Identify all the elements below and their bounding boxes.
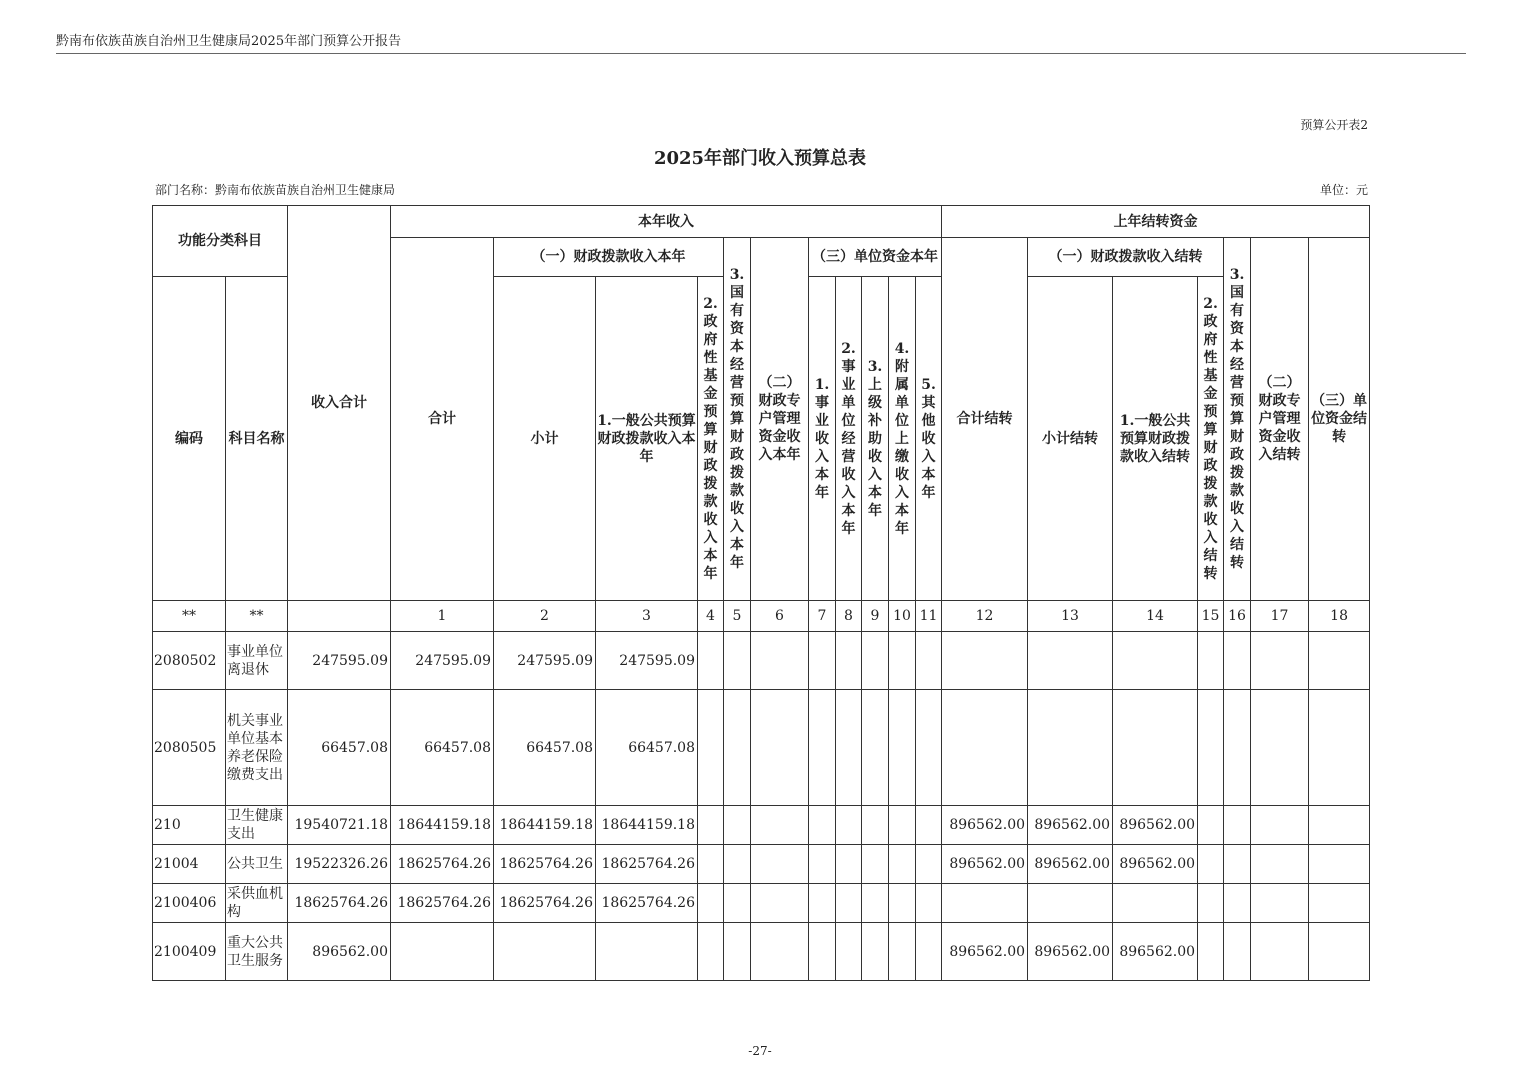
form-number: 预算公开表2 (1300, 118, 1368, 132)
row-operating-income (836, 884, 862, 923)
unit-label: 单位：元 (1319, 183, 1368, 197)
row-superior-subsidy (862, 845, 889, 884)
row-carry-general (1113, 690, 1198, 806)
row-special-acct (751, 632, 809, 690)
prev-carryover-header: 上年结转资金 (942, 206, 1370, 238)
carry-gov-fund-header: 2.政府性基金预算财政拨款收入结转 (1198, 277, 1224, 601)
row-other-income (916, 884, 942, 923)
row-carry-sum (942, 884, 1028, 923)
row-carry-special (1251, 923, 1309, 981)
row-operating-income (836, 806, 862, 845)
row-carry-general (1113, 884, 1198, 923)
row-carry-subtotal: 896562.00 (1028, 845, 1113, 884)
row-code: 2080502 (153, 632, 226, 690)
index-cell: 10 (889, 601, 916, 632)
row-subject-name: 重大公共卫生服务 (226, 923, 288, 981)
row-subject-name: 机关事业单位基本养老保险缴费支出 (226, 690, 288, 806)
row-total-income: 18625764.26 (288, 884, 391, 923)
table-row (153, 632, 1370, 690)
row-other-income (916, 923, 942, 981)
header-rule (56, 53, 1466, 54)
index-cell: 4 (698, 601, 724, 632)
business-income-header: 1.事业收入本年 (809, 277, 836, 601)
row-carry-sum: 896562.00 (942, 923, 1028, 981)
index-cell: 16 (1224, 601, 1251, 632)
row-total-income: 19522326.26 (288, 845, 391, 884)
data-rows (153, 632, 1370, 981)
row-business-income (809, 632, 836, 690)
row-carry-unit (1309, 632, 1370, 690)
row-carry-general: 896562.00 (1113, 923, 1198, 981)
row-other-income (916, 806, 942, 845)
row-state-capital (724, 806, 751, 845)
row-operating-income (836, 845, 862, 884)
row-carry-subtotal (1028, 884, 1113, 923)
index-cell: ** (153, 601, 226, 632)
row-gov-fund (698, 632, 724, 690)
index-cell: ** (226, 601, 288, 632)
row-code: 2100406 (153, 884, 226, 923)
row-carry-unit (1309, 690, 1370, 806)
row-operating-income (836, 632, 862, 690)
row-fiscal-subtotal (494, 923, 596, 981)
index-cell: 14 (1113, 601, 1198, 632)
row-gov-fund (698, 923, 724, 981)
state-capital-header: 3.国有资本经营预算财政拨款收入本年 (724, 238, 751, 601)
row-business-income (809, 845, 836, 884)
row-affiliated-payment (889, 923, 916, 981)
index-cell: 6 (751, 601, 809, 632)
row-state-capital (724, 632, 751, 690)
subtotal-header: 小计 (494, 277, 596, 601)
row-carry-subtotal: 896562.00 (1028, 806, 1113, 845)
row-carry-gov-fund (1198, 884, 1224, 923)
row-fiscal-subtotal: 18625764.26 (494, 845, 596, 884)
index-cell: 7 (809, 601, 836, 632)
code-header: 编码 (153, 277, 226, 601)
index-cell: 8 (836, 601, 862, 632)
row-fiscal-subtotal: 18625764.26 (494, 884, 596, 923)
row-special-acct (751, 923, 809, 981)
row-carry-gov-fund (1198, 632, 1224, 690)
row-total-income: 66457.08 (288, 690, 391, 806)
subject-name-header: 科目名称 (226, 277, 288, 601)
row-business-income (809, 806, 836, 845)
row-current-sum: 66457.08 (391, 690, 494, 806)
special-acct-header: （二）财政专户管理资金收入本年 (751, 238, 809, 601)
row-special-acct (751, 806, 809, 845)
row-carry-general: 896562.00 (1113, 845, 1198, 884)
row-carry-sum: 896562.00 (942, 845, 1028, 884)
row-carry-general: 896562.00 (1113, 806, 1198, 845)
carry-unit-header: （三）单位资金结转 (1309, 238, 1370, 601)
row-carry-gov-fund (1198, 806, 1224, 845)
row-general-budget: 66457.08 (596, 690, 698, 806)
row-carry-sum (942, 690, 1028, 806)
row-superior-subsidy (862, 690, 889, 806)
carry-fiscal-header: （一）财政拨款收入结转 (1028, 238, 1224, 277)
row-general-budget: 18644159.18 (596, 806, 698, 845)
table-title: 2025年部门收入预算总表 (653, 148, 867, 169)
row-general-budget (596, 923, 698, 981)
carry-special-header: （二）财政专户管理资金收入结转 (1251, 238, 1309, 601)
row-total-income: 896562.00 (288, 923, 391, 981)
row-carry-special (1251, 845, 1309, 884)
row-current-sum: 247595.09 (391, 632, 494, 690)
index-cell (288, 601, 391, 632)
index-cell: 2 (494, 601, 596, 632)
row-other-income (916, 632, 942, 690)
affiliated-payment-header: 4.附属单位上缴收入本年 (889, 277, 916, 601)
row-carry-special (1251, 806, 1309, 845)
row-carry-sum: 896562.00 (942, 806, 1028, 845)
row-other-income (916, 845, 942, 884)
row-affiliated-payment (889, 632, 916, 690)
index-cell: 12 (942, 601, 1028, 632)
row-fiscal-subtotal: 247595.09 (494, 632, 596, 690)
row-carry-state-capital (1224, 884, 1251, 923)
row-carry-special (1251, 632, 1309, 690)
index-cell: 11 (916, 601, 942, 632)
row-carry-subtotal (1028, 632, 1113, 690)
row-carry-general (1113, 632, 1198, 690)
index-cell: 15 (1198, 601, 1224, 632)
row-superior-subsidy (862, 806, 889, 845)
index-cell: 17 (1251, 601, 1309, 632)
row-gov-fund (698, 690, 724, 806)
row-affiliated-payment (889, 884, 916, 923)
row-state-capital (724, 923, 751, 981)
index-cell: 9 (862, 601, 889, 632)
row-other-income (916, 690, 942, 806)
row-code: 210 (153, 806, 226, 845)
row-business-income (809, 690, 836, 806)
row-special-acct (751, 690, 809, 806)
row-subject-name: 公共卫生 (226, 845, 288, 884)
row-total-income: 19540721.18 (288, 806, 391, 845)
row-code: 21004 (153, 845, 226, 884)
table-row (153, 845, 1370, 884)
carry-general-header: 1.一般公共预算财政拨款收入结转 (1113, 277, 1198, 601)
row-fiscal-subtotal: 18644159.18 (494, 806, 596, 845)
table-row (153, 690, 1370, 806)
row-carry-gov-fund (1198, 923, 1224, 981)
row-affiliated-payment (889, 845, 916, 884)
row-carry-unit (1309, 884, 1370, 923)
table-row (153, 806, 1370, 845)
table-row (153, 884, 1370, 923)
row-operating-income (836, 923, 862, 981)
carry-sum-header: 合计结转 (942, 238, 1028, 601)
index-cell: 1 (391, 601, 494, 632)
row-carry-state-capital (1224, 845, 1251, 884)
column-index-row (153, 601, 1370, 632)
current-year-header: 本年收入 (391, 206, 942, 238)
row-carry-unit (1309, 845, 1370, 884)
row-carry-state-capital (1224, 632, 1251, 690)
carry-subtotal-header: 小计结转 (1028, 277, 1113, 601)
row-carry-unit (1309, 806, 1370, 845)
row-carry-gov-fund (1198, 845, 1224, 884)
func-class-header: 功能分类科目 (153, 206, 288, 277)
total-income-header: 收入合计 (288, 206, 391, 601)
row-total-income: 247595.09 (288, 632, 391, 690)
row-gov-fund (698, 845, 724, 884)
row-subject-name: 事业单位离退休 (226, 632, 288, 690)
table-row (153, 923, 1370, 981)
row-carry-subtotal (1028, 690, 1113, 806)
row-superior-subsidy (862, 632, 889, 690)
index-cell: 18 (1309, 601, 1370, 632)
row-state-capital (724, 845, 751, 884)
row-current-sum: 18625764.26 (391, 845, 494, 884)
row-carry-special (1251, 690, 1309, 806)
running-header: 黔南布依族苗族自治州卫生健康局2025年部门预算公开报告 (56, 34, 402, 49)
row-carry-state-capital (1224, 923, 1251, 981)
row-code: 2100409 (153, 923, 226, 981)
operating-income-header: 2.事业单位经营收入本年 (836, 277, 862, 601)
row-carry-sum (942, 632, 1028, 690)
index-cell: 13 (1028, 601, 1113, 632)
index-cell: 5 (724, 601, 751, 632)
row-affiliated-payment (889, 690, 916, 806)
row-superior-subsidy (862, 923, 889, 981)
general-budget-header: 1.一般公共预算财政拨款收入本年 (596, 277, 698, 601)
row-general-budget: 18625764.26 (596, 845, 698, 884)
row-fiscal-subtotal: 66457.08 (494, 690, 596, 806)
row-gov-fund (698, 884, 724, 923)
row-special-acct (751, 884, 809, 923)
row-carry-special (1251, 884, 1309, 923)
row-carry-subtotal: 896562.00 (1028, 923, 1113, 981)
row-carry-state-capital (1224, 690, 1251, 806)
cur-sum-header: 合计 (391, 238, 494, 601)
row-carry-unit (1309, 923, 1370, 981)
row-special-acct (751, 845, 809, 884)
row-state-capital (724, 884, 751, 923)
row-carry-state-capital (1224, 806, 1251, 845)
gov-fund-header: 2.政府性基金预算财政拨款收入本年 (698, 277, 724, 601)
page-number: -27- (748, 1044, 772, 1058)
income-budget-table (152, 205, 1370, 981)
row-gov-fund (698, 806, 724, 845)
row-affiliated-payment (889, 806, 916, 845)
index-cell: 3 (596, 601, 698, 632)
carry-state-capital-header: 3.国有资本经营预算财政拨款收入结转 (1224, 238, 1251, 601)
row-state-capital (724, 690, 751, 806)
row-operating-income (836, 690, 862, 806)
fiscal-alloc-header: （一）财政拨款收入本年 (494, 238, 724, 277)
unit-funds-header: （三）单位资金本年 (809, 238, 942, 277)
row-subject-name: 采供血机构 (226, 884, 288, 923)
row-current-sum (391, 923, 494, 981)
row-carry-gov-fund (1198, 690, 1224, 806)
row-current-sum: 18625764.26 (391, 884, 494, 923)
department-label: 部门名称：黔南布依族苗族自治州卫生健康局 (155, 183, 396, 197)
row-general-budget: 247595.09 (596, 632, 698, 690)
row-superior-subsidy (862, 884, 889, 923)
row-business-income (809, 884, 836, 923)
row-business-income (809, 923, 836, 981)
superior-subsidy-header: 3.上级补助收入本年 (862, 277, 889, 601)
row-code: 2080505 (153, 690, 226, 806)
other-income-header: 5.其他收入本年 (916, 277, 942, 601)
row-general-budget: 18625764.26 (596, 884, 698, 923)
row-current-sum: 18644159.18 (391, 806, 494, 845)
row-subject-name: 卫生健康支出 (226, 806, 288, 845)
